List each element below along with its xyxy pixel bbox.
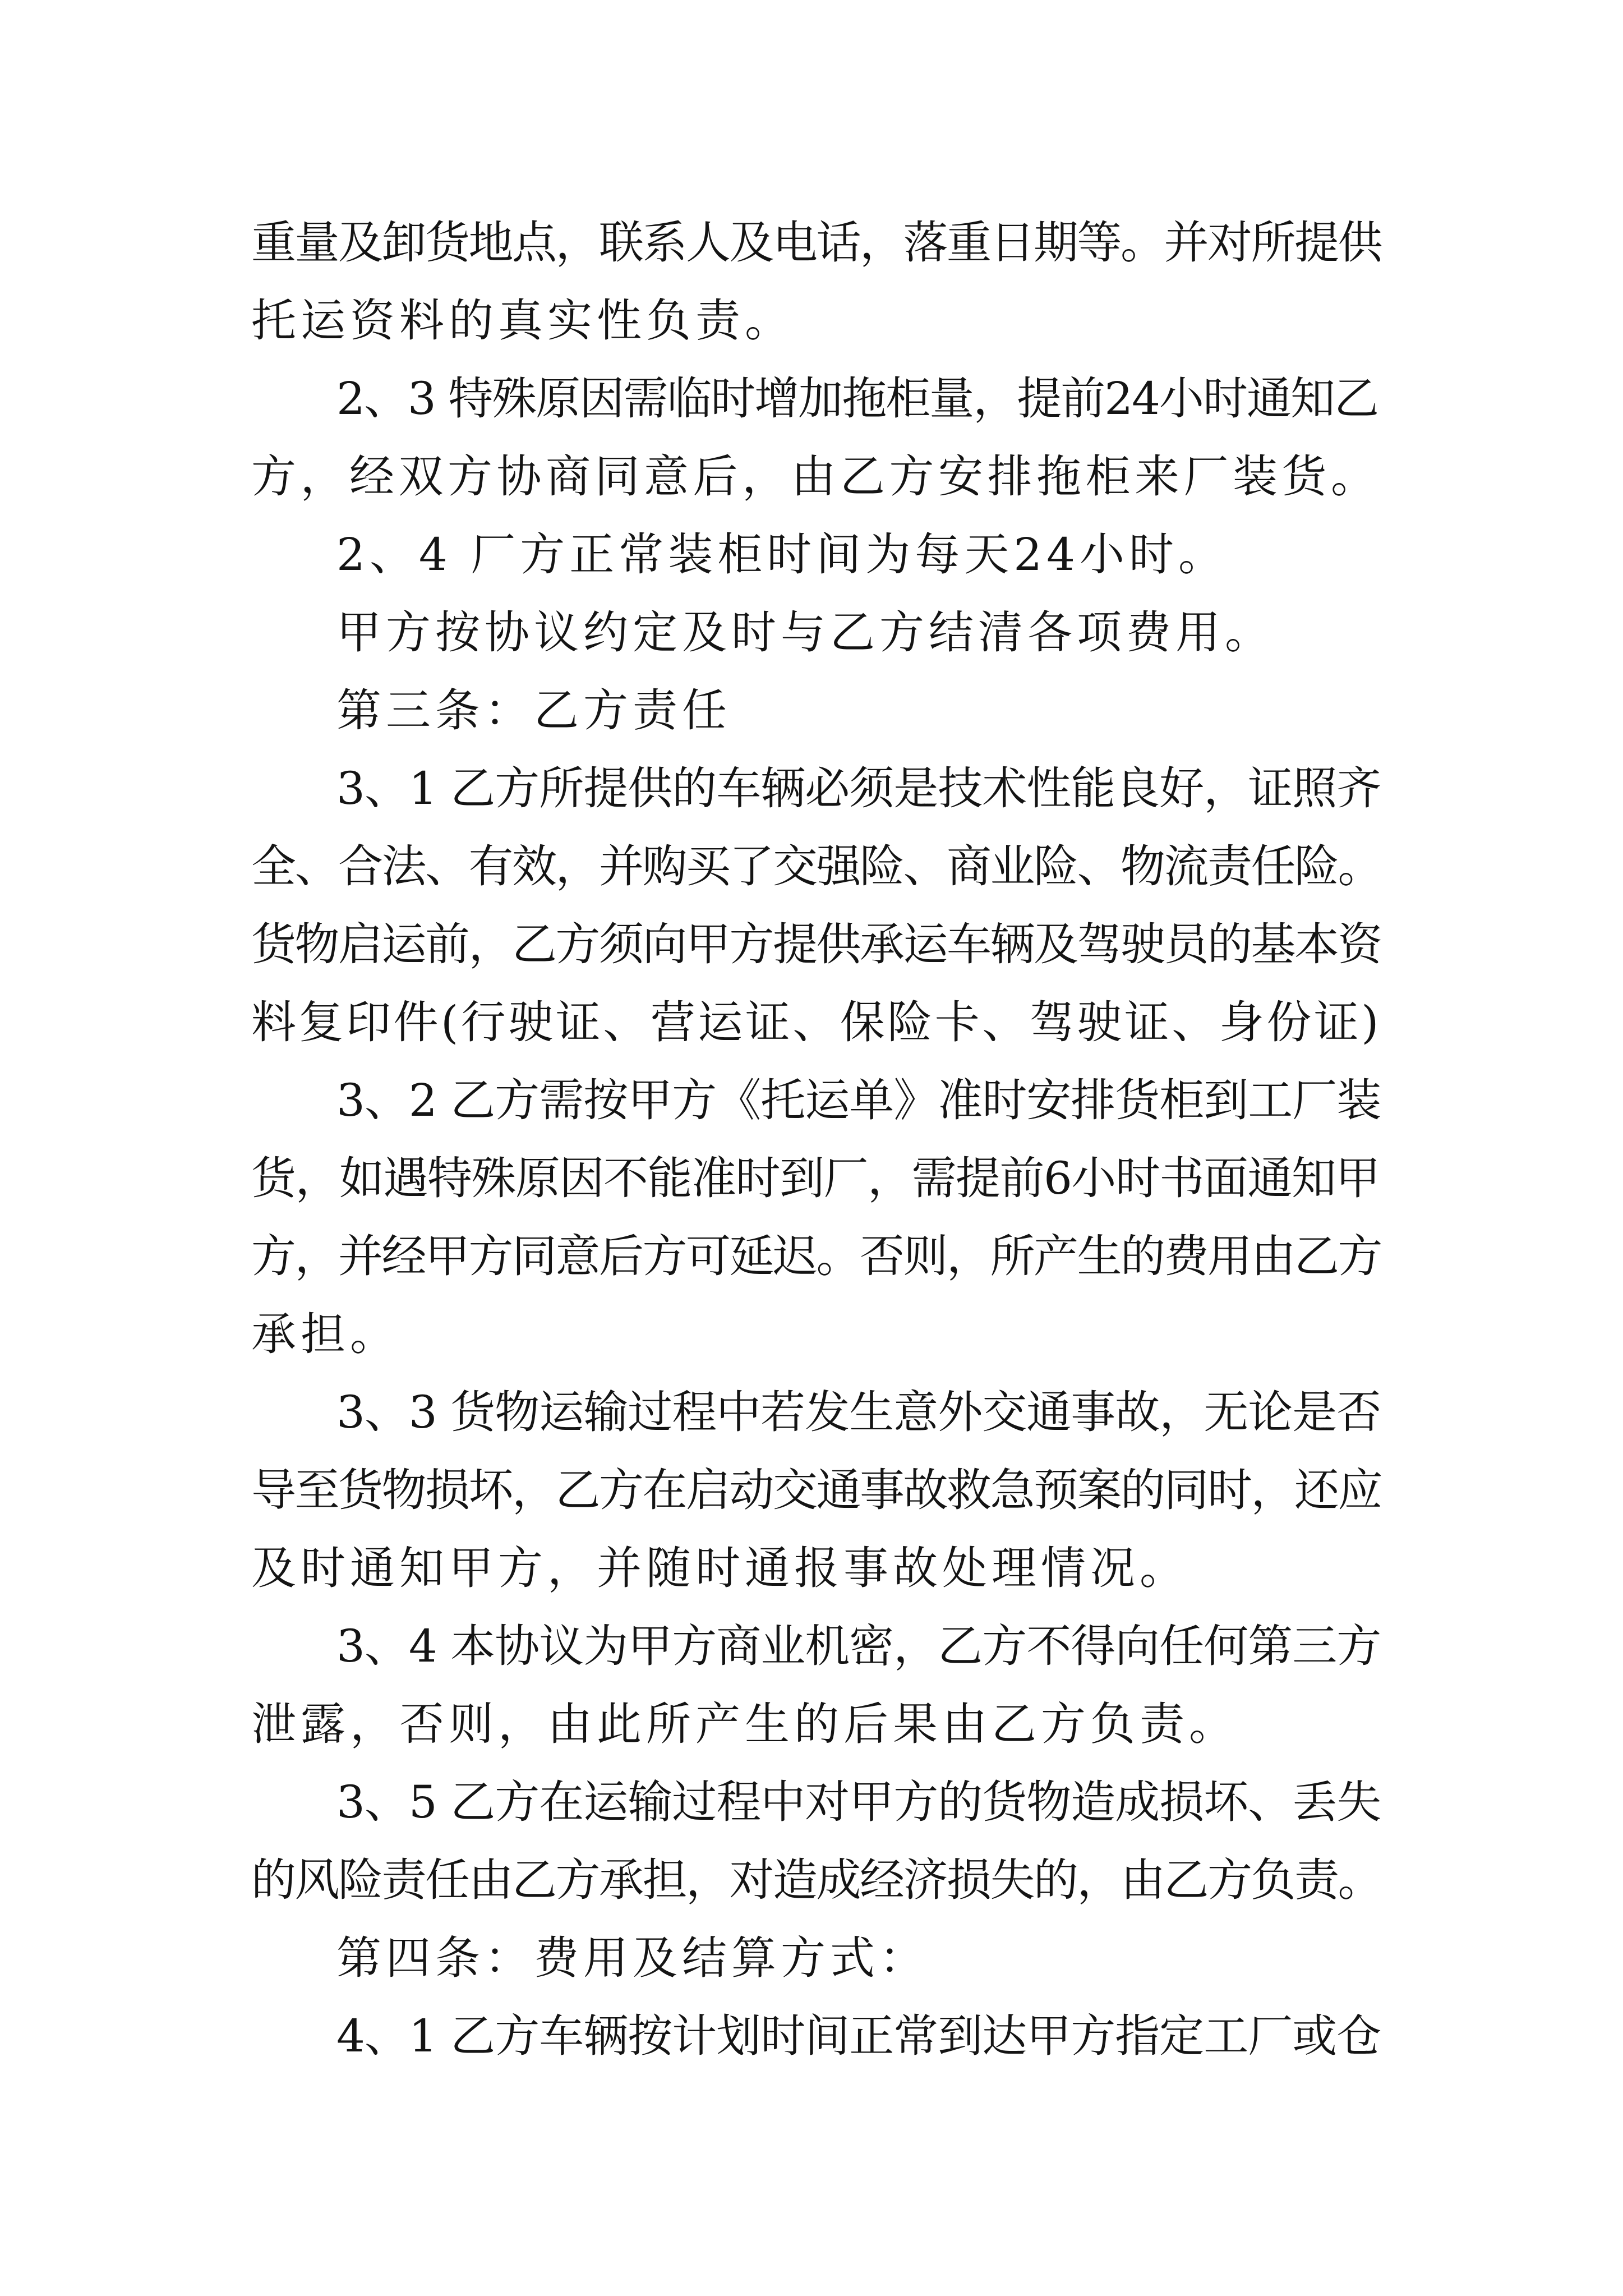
paragraph-line: 及时通知甲方，并随时通报事故处理情况。 <box>251 1542 1189 1594</box>
paragraph-line: 托运资料的真实性负责。 <box>251 295 794 347</box>
paragraph-line: 料复印件(行驶证、营运证、保险卡、驾驶证、身份证) <box>251 996 1381 1048</box>
paragraph-line: 3、3 货物运输过程中若发生意外交通事故，无论是否 <box>336 1386 1381 1438</box>
paragraph-line: 方，并经甲方同意后方可延迟。否则，所产生的费用由乙方 <box>251 1230 1381 1282</box>
paragraph-line: 2、4 厂方正常装柜时间为每天24小时。 <box>336 528 1228 581</box>
paragraph-line: 2、3 特殊原因需临时增加拖柜量，提前24小时通知乙 <box>336 372 1378 425</box>
paragraph-line: 承担。 <box>251 1308 399 1360</box>
section-heading: 第三条：乙方责任 <box>336 684 731 737</box>
paragraph-line: 导至货物损坏，乙方在启动交通事故救急预案的同时，还应 <box>251 1464 1381 1516</box>
paragraph-line: 方，经双方协商同意后，由乙方安排拖柜来厂装货。 <box>251 450 1380 503</box>
paragraph-line: 全、合法、有效，并购买了交强险、商业险、物流责任险。 <box>251 840 1381 892</box>
paragraph-line: 的风险责任由乙方承担，对造成经济损失的，由乙方负责。 <box>251 1854 1381 1906</box>
paragraph-line: 4、1 乙方车辆按计划时间正常到达甲方指定工厂或仓 <box>336 2010 1381 2062</box>
section-heading: 第四条：费用及结算方式： <box>336 1932 929 1984</box>
paragraph-line: 甲方按协议约定及时与乙方结清各项费用。 <box>336 606 1274 659</box>
paragraph-line: 3、5 乙方在运输过程中对甲方的货物造成损坏、丢失 <box>336 1776 1381 1828</box>
paragraph-line: 重量及卸货地点，联系人及电话，落重日期等。并对所提供 <box>251 217 1381 269</box>
paragraph-line: 货物启运前，乙方须向甲方提供承运车辆及驾驶员的基本资 <box>251 918 1381 970</box>
paragraph-line: 货，如遇特殊原因不能准时到厂，需提前6小时书面通知甲 <box>251 1152 1380 1204</box>
paragraph-line: 3、4 本协议为甲方商业机密，乙方不得向任何第三方 <box>336 1620 1381 1672</box>
paragraph-line: 3、1 乙方所提供的车辆必须是技术性能良好，证照齐 <box>336 762 1381 815</box>
paragraph-line: 3、2 乙方需按甲方《托运单》准时安排货柜到工厂装 <box>336 1074 1381 1126</box>
paragraph-line: 泄露，否则，由此所产生的后果由乙方负责。 <box>251 1698 1238 1750</box>
